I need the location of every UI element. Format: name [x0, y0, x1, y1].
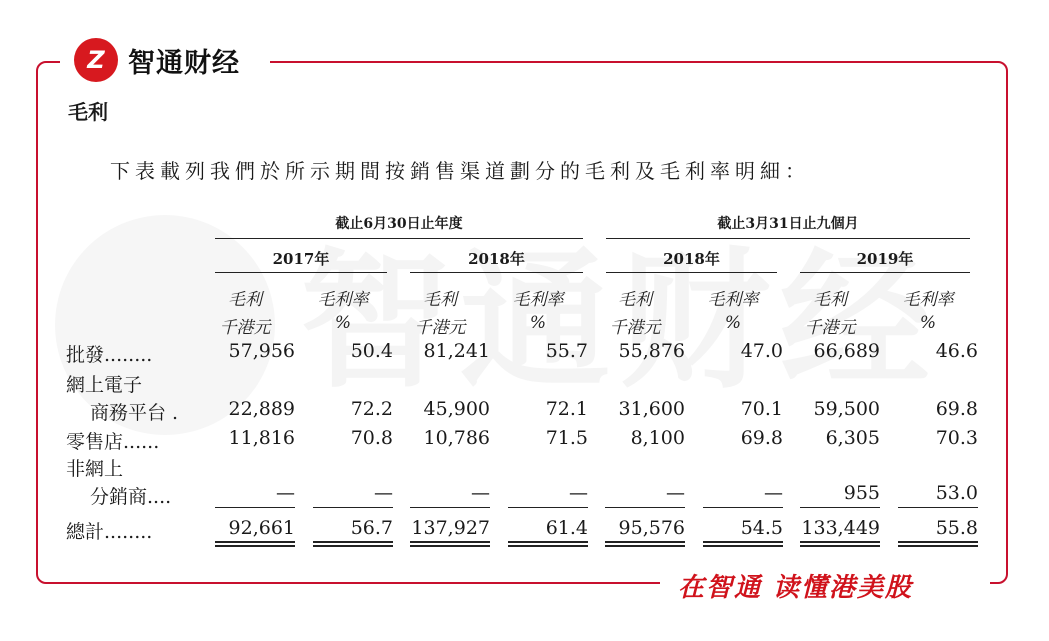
group-header-rule — [215, 238, 583, 239]
table-cell: 133,449 — [801, 517, 880, 539]
table-cell: 47.0 — [740, 340, 783, 362]
row-label: 非網上 — [66, 458, 124, 480]
table-cell: 6,305 — [825, 427, 880, 449]
table-cell: 57,956 — [228, 340, 295, 362]
year-header: 2018年 — [468, 250, 525, 268]
brand-name: 智通财经 — [128, 48, 240, 79]
column-header: 毛利率 — [902, 290, 954, 310]
column-unit: 千港元 — [804, 318, 856, 338]
table-cell: 31,600 — [618, 398, 685, 420]
table-cell: 55.7 — [545, 340, 588, 362]
brand-logo-icon: Z — [74, 38, 118, 82]
table-cell: 66,689 — [813, 340, 880, 362]
column-header: 毛利率 — [317, 290, 369, 310]
column-header: 毛利 — [228, 290, 262, 310]
subtotal-rule — [898, 507, 978, 508]
table-cell: — — [276, 482, 295, 504]
section-heading: 毛利 — [68, 100, 108, 124]
column-unit: % — [334, 313, 352, 333]
group-header: 截止3月31日止九個月 — [717, 216, 859, 232]
subtotal-rule — [410, 507, 490, 508]
section-intro: 下表載列我們於所示期間按銷售渠道劃分的毛利及毛利率明細： — [110, 159, 810, 183]
year-header-rule — [215, 272, 387, 273]
table-cell: 53.0 — [935, 482, 978, 504]
total-double-rule — [703, 541, 783, 547]
column-unit: % — [724, 313, 742, 333]
table-cell: 137,927 — [411, 517, 490, 539]
table-cell: 70.1 — [740, 398, 783, 420]
table-cell: 61.4 — [545, 517, 588, 539]
table-cell: 92,661 — [228, 517, 295, 539]
table-cell: 56.7 — [350, 517, 393, 539]
row-label: 網上電子 — [66, 374, 143, 396]
table-cell: 50.4 — [350, 340, 393, 362]
table-cell: 71.5 — [545, 427, 588, 449]
table-cell: — — [569, 482, 588, 504]
table-cell: 11,816 — [228, 427, 295, 449]
table-cell: 70.3 — [935, 427, 978, 449]
year-header-rule — [410, 272, 583, 273]
table-cell: 8,100 — [630, 427, 685, 449]
table-cell: 69.8 — [740, 427, 783, 449]
total-double-rule — [410, 541, 490, 547]
total-double-rule — [215, 541, 295, 547]
table-cell: 72.2 — [350, 398, 393, 420]
total-double-rule — [898, 541, 978, 547]
table-cell: 54.5 — [740, 517, 783, 539]
column-header: 毛利率 — [707, 290, 759, 310]
brand-slogan: 在智通 读懂港美股 — [678, 573, 914, 603]
table-cell: 55,876 — [618, 340, 685, 362]
row-label-cont: 分銷商.... — [90, 486, 172, 508]
column-header: 毛利 — [813, 290, 847, 310]
year-header: 2017年 — [272, 250, 330, 268]
table-cell: 59,500 — [813, 398, 880, 420]
total-double-rule — [800, 541, 880, 547]
column-header: 毛利 — [423, 290, 457, 310]
row-label: 總計........ — [66, 521, 153, 543]
table-cell: — — [471, 482, 490, 504]
table-cell: 70.8 — [350, 427, 393, 449]
table-cell: 72.1 — [545, 398, 588, 420]
subtotal-rule — [800, 507, 880, 508]
column-unit: % — [529, 313, 547, 333]
group-header: 截止6月30日止年度 — [335, 216, 463, 232]
table-cell: 69.8 — [935, 398, 978, 420]
subtotal-rule — [605, 507, 685, 508]
column-unit: 千港元 — [414, 318, 466, 338]
table-cell: — — [764, 482, 783, 504]
table-cell: 46.6 — [935, 340, 978, 362]
column-header: 毛利率 — [512, 290, 564, 310]
column-unit: 千港元 — [609, 318, 661, 338]
year-header: 2019年 — [856, 250, 914, 268]
subtotal-rule — [313, 507, 393, 508]
row-label: 批發........ — [66, 344, 153, 366]
year-header: 2018年 — [663, 250, 720, 268]
subtotal-rule — [703, 507, 783, 508]
table-cell: 95,576 — [618, 517, 685, 539]
group-header-rule — [606, 238, 970, 239]
table-cell: 45,900 — [423, 398, 490, 420]
table-cell: 55.8 — [935, 517, 978, 539]
column-unit: 千港元 — [219, 318, 271, 338]
subtotal-rule — [215, 507, 295, 508]
column-unit: % — [919, 313, 937, 333]
row-label: 零售店...... — [66, 431, 160, 453]
subtotal-rule — [508, 507, 588, 508]
year-header-rule — [606, 272, 777, 273]
year-header-rule — [800, 272, 970, 273]
table-cell: 10,786 — [423, 427, 490, 449]
table-cell: — — [374, 482, 393, 504]
table-cell: — — [666, 482, 685, 504]
total-double-rule — [313, 541, 393, 547]
table-cell: 81,241 — [423, 340, 490, 362]
total-double-rule — [508, 541, 588, 547]
table-cell: 955 — [843, 482, 880, 504]
column-header: 毛利 — [618, 290, 652, 310]
table-cell: 22,889 — [228, 398, 295, 420]
total-double-rule — [605, 541, 685, 547]
row-label-cont: 商務平台 . — [90, 402, 179, 424]
